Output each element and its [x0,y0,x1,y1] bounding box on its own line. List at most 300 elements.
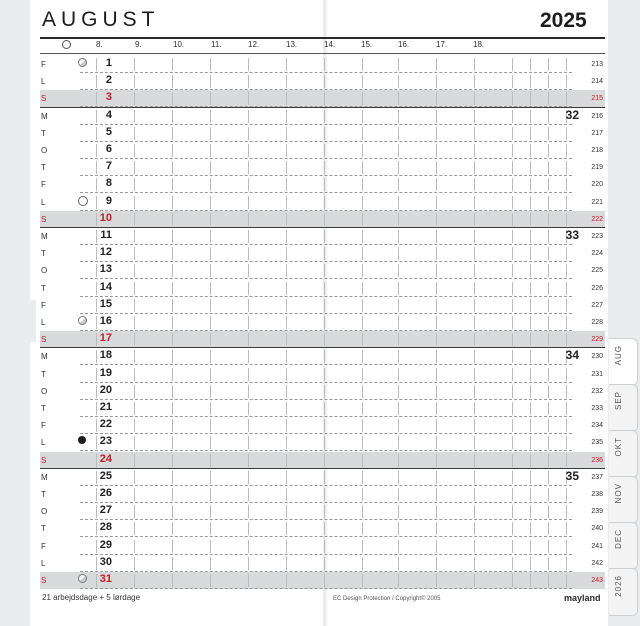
hour-separator [286,385,287,398]
day-number: 20 [99,383,112,396]
header-rule [40,37,605,39]
day-of-year: 217 [591,129,603,137]
month-tab[interactable] [609,338,638,386]
weekday-letter: S [41,335,47,345]
month-tab[interactable] [609,384,638,432]
hour-separator [324,488,325,501]
hour-separator [474,264,475,277]
day-row[interactable] [40,538,605,555]
week-number: 33 [565,228,579,242]
hour-label: 12. [248,40,260,49]
month-tab-label: NOV [614,483,623,504]
day-row[interactable] [40,348,605,365]
hour-separator [436,385,437,398]
hour-separator [96,333,97,346]
hour-separator [362,350,363,363]
hour-separator [172,540,173,553]
hour-separator [134,264,135,277]
hour-separator [530,471,531,484]
day-row[interactable] [40,503,605,520]
month-tab-label: 2026 [614,575,623,597]
month-tab[interactable] [609,430,638,478]
hour-separator [512,402,513,415]
hour-separator [436,522,437,535]
hour-separator [530,488,531,501]
hour-separator [362,282,363,295]
hour-separator [96,419,97,432]
day-number: 24 [99,452,112,465]
hour-separator [248,58,249,71]
hour-separator [530,557,531,570]
day-row[interactable] [40,142,605,159]
hour-separator [172,557,173,570]
day-row[interactable] [40,90,605,107]
hour-separator [248,264,249,277]
hour-separator [512,385,513,398]
day-number: 6 [105,143,112,155]
day-number: 7 [105,160,112,173]
hour-separator [548,522,549,535]
hour-separator [436,350,437,363]
hour-separator [248,419,249,432]
day-row[interactable] [40,280,605,297]
hour-separator [324,316,325,329]
weekday-letter: O [41,386,48,396]
day-of-year: 213 [591,61,603,68]
hour-separator [566,161,567,174]
hour-separator [134,488,135,501]
hour-separator [436,368,437,381]
hour-separator [286,557,287,570]
hour-separator [436,419,437,432]
hour-separator [96,299,97,312]
hour-separator [172,419,173,432]
day-row[interactable] [40,469,605,486]
hour-separator [548,196,549,209]
hour-separator [134,522,135,535]
day-number: 4 [105,108,112,121]
hour-separator [362,144,363,157]
hour-separator [362,454,363,467]
hour-separator [398,196,399,209]
hour-separator [398,574,399,587]
hour-separator [210,333,211,346]
hour-separator [362,127,363,140]
hour-separator [398,385,399,398]
hour-separator [566,144,567,157]
day-row[interactable] [40,314,605,331]
weekday-letter: T [41,283,46,293]
hour-separator [566,505,567,518]
hour-separator [512,454,513,467]
weekday-letter: O [41,146,48,155]
weekday-letter: L [41,438,46,448]
hour-separator [512,333,513,346]
hour-separator [210,75,211,88]
hour-separator [436,471,437,484]
hour-separator [210,557,211,570]
hour-separator [566,488,567,501]
hour-separator [530,540,531,553]
hour-separator [248,350,249,363]
hour-separator [362,247,363,260]
month-tab[interactable] [609,522,638,570]
day-row[interactable] [40,555,605,572]
hour-separator [362,557,363,570]
hour-separator [512,419,513,432]
day-number: 3 [105,91,112,104]
hour-separator [512,299,513,312]
day-of-year: 240 [591,525,603,533]
hour-separator [436,282,437,295]
moon-phase-icon [78,574,87,583]
hour-separator [210,58,211,71]
hour-separator [134,436,135,449]
hour-separator [286,471,287,484]
day-row[interactable] [40,572,605,589]
hour-separator [566,522,567,535]
hour-label: 15. [361,40,373,49]
hour-separator [210,127,211,140]
hour-separator [210,454,211,467]
hour-separator [286,196,287,209]
day-of-year: 235 [591,439,603,447]
day-row[interactable] [40,159,605,176]
day-number: 29 [99,538,112,551]
hour-separator [474,368,475,381]
weekday-letter: O [41,266,48,276]
hour-separator [512,316,513,329]
hour-separator [286,505,287,518]
hour-separator [474,385,475,398]
hour-separator [398,213,399,226]
hour-separator [248,178,249,191]
day-of-year: 224 [591,250,603,258]
hour-separator [286,247,287,260]
hour-separator [172,178,173,191]
day-row[interactable] [40,56,605,73]
hour-separator [172,127,173,140]
hour-separator [530,110,531,123]
hour-separator [398,127,399,140]
hour-separator [530,264,531,277]
hour-separator [134,299,135,312]
month-tab[interactable] [609,476,638,524]
hour-separator [362,196,363,209]
hour-separator [362,264,363,277]
hour-separator [134,333,135,346]
day-row[interactable] [40,211,605,228]
month-tab[interactable] [609,568,638,616]
weekday-letter: L [41,558,46,568]
hour-separator [248,454,249,467]
hour-separator [172,247,173,260]
cover-flap [0,300,36,342]
moon-phase-icon [78,58,87,67]
day-number: 25 [99,469,112,482]
hour-separator [210,161,211,174]
weekday-letter: F [41,421,46,431]
hour-separator [530,505,531,518]
hour-separator [134,144,135,157]
day-row[interactable] [40,228,605,245]
hour-separator [548,161,549,174]
hour-separator [96,144,97,157]
day-of-year: 243 [591,577,603,584]
hour-separator [398,471,399,484]
hour-separator [530,161,531,174]
hour-separator [474,144,475,157]
hour-separator [172,264,173,277]
day-row[interactable] [40,417,605,434]
weekday-letter: T [41,524,46,534]
hour-separator [248,299,249,312]
day-of-year: 228 [591,319,603,326]
hour-separator [398,488,399,501]
hour-separator [96,557,97,570]
hour-separator [96,368,97,381]
day-number: 15 [99,297,112,310]
day-row[interactable] [40,400,605,417]
hour-separator [512,264,513,277]
hour-separator [96,75,97,88]
day-of-year: 229 [591,336,603,344]
hour-separator [512,282,513,295]
day-of-year: 239 [591,508,603,516]
hour-separator [530,282,531,295]
hour-separator [210,230,211,243]
day-row[interactable] [40,452,605,469]
hour-separator [530,402,531,415]
hour-separator [96,196,97,209]
day-number: 18 [99,349,112,362]
hour-separator [436,264,437,277]
hour-separator [436,161,437,174]
hour-separator [96,316,97,329]
hour-separator [474,471,475,484]
year-title: 2025 [540,9,587,32]
hour-separator [286,574,287,587]
hour-separator [248,213,249,226]
hour-separator [324,282,325,295]
day-row[interactable] [40,520,605,537]
hour-separator [436,436,437,449]
day-number: 12 [99,246,112,259]
month-tab-label: OKT [614,437,623,457]
hour-separator [566,282,567,295]
hour-separator [248,127,249,140]
day-number: 21 [99,401,112,413]
month-tab-label: DEC [614,529,623,549]
hour-separator [286,230,287,243]
day-row[interactable] [40,176,605,193]
hour-separator [548,454,549,467]
hour-separator [172,471,173,484]
day-number: 8 [105,177,112,190]
hour-separator [248,247,249,260]
hour-separator [474,557,475,570]
day-row[interactable] [40,297,605,314]
hour-separator [512,230,513,243]
hour-separator [530,178,531,191]
hour-separator [172,299,173,312]
hour-separator [530,574,531,587]
hour-separator [474,436,475,449]
day-of-year: 215 [591,95,603,103]
hour-separator [512,540,513,553]
hour-separator [324,471,325,484]
hour-separator [248,92,249,105]
hour-separator [566,316,567,329]
hour-separator [324,540,325,553]
hour-separator [474,213,475,226]
day-row[interactable] [40,366,605,383]
day-of-year: 238 [591,491,603,498]
day-of-year: 226 [591,284,603,292]
hour-separator [286,282,287,295]
hour-separator [210,574,211,587]
hour-separator [512,368,513,381]
hour-separator [324,350,325,363]
hour-separator [474,230,475,243]
hour-separator [436,127,437,140]
day-of-year: 214 [591,78,603,86]
hour-separator [134,230,135,243]
weekday-letter: M [41,232,48,241]
hour-separator [474,178,475,191]
day-row[interactable] [40,486,605,503]
clock-icon [62,40,71,49]
hour-separator [134,557,135,570]
hour-separator [362,385,363,398]
hour-separator [474,196,475,209]
weekday-letter: L [41,318,46,327]
hour-separator [436,58,437,71]
day-row[interactable] [40,108,605,125]
hour-separator [398,58,399,71]
hour-separator [248,333,249,346]
hour-separator [530,92,531,105]
day-row[interactable] [40,262,605,279]
hour-separator [210,196,211,209]
hour-separator [362,230,363,243]
hour-separator [436,454,437,467]
hour-cells [80,587,572,589]
hour-separator [474,110,475,123]
hour-separator [134,282,135,295]
hour-separator [134,402,135,415]
hour-separator [436,488,437,501]
hour-separator [548,264,549,277]
hour-separator [398,402,399,415]
hour-separator [210,488,211,501]
hour-separator [134,540,135,553]
hour-separator [134,385,135,398]
day-number: 22 [99,418,112,431]
hour-separator [210,264,211,277]
hour-separator [530,299,531,312]
hour-separator [134,350,135,363]
hour-separator [474,299,475,312]
hour-separator [286,333,287,346]
week-number: 34 [565,348,579,363]
hour-separator [566,574,567,587]
week-number: 32 [565,107,579,122]
hour-separator [210,522,211,535]
day-row[interactable] [40,383,605,400]
day-row[interactable] [40,434,605,451]
weekday-letter: T [41,249,46,259]
hour-separator [530,436,531,449]
hour-separator [474,75,475,88]
hour-separator [512,196,513,209]
day-row[interactable] [40,73,605,90]
hour-separator [474,454,475,467]
hour-separator [398,178,399,191]
hour-separator [248,75,249,88]
hour-separator [398,92,399,105]
day-number: 30 [99,555,112,568]
day-of-year: 223 [591,233,603,240]
hour-separator [286,110,287,123]
hour-separator [286,213,287,226]
hour-separator [96,92,97,105]
hour-separator [548,282,549,295]
hour-separator [362,419,363,432]
hour-label: 13. [286,40,298,49]
hour-separator [436,299,437,312]
day-row[interactable] [40,194,605,211]
hour-separator [96,402,97,415]
hour-separator [436,402,437,415]
hour-separator [398,230,399,243]
hour-separator [436,178,437,191]
hour-separator [134,454,135,467]
hour-separator [474,488,475,501]
day-number: 16 [99,315,112,327]
hour-separator [530,350,531,363]
hour-separator [286,402,287,415]
day-row[interactable] [40,245,605,262]
hour-separator [324,92,325,105]
hour-separator [548,144,549,157]
header-divider [40,53,605,54]
weekday-letter: T [41,369,46,379]
hour-separator [362,574,363,587]
day-of-year: 233 [591,405,603,412]
hour-separator [324,144,325,157]
hour-separator [248,471,249,484]
hour-separator [248,316,249,329]
hour-separator [324,557,325,570]
hour-separator [248,574,249,587]
weekday-letter: T [41,128,46,138]
day-row[interactable] [40,125,605,142]
hour-separator [96,505,97,518]
day-of-year: 221 [591,198,603,206]
hour-separator [548,540,549,553]
hour-separator [398,436,399,449]
hour-separator [436,230,437,243]
day-row[interactable] [40,331,605,348]
hour-separator [210,316,211,329]
day-number: 28 [99,521,112,534]
hour-separator [566,58,567,71]
hour-separator [134,161,135,174]
hour-separator [362,58,363,71]
hour-separator [362,75,363,88]
hour-separator [248,505,249,518]
